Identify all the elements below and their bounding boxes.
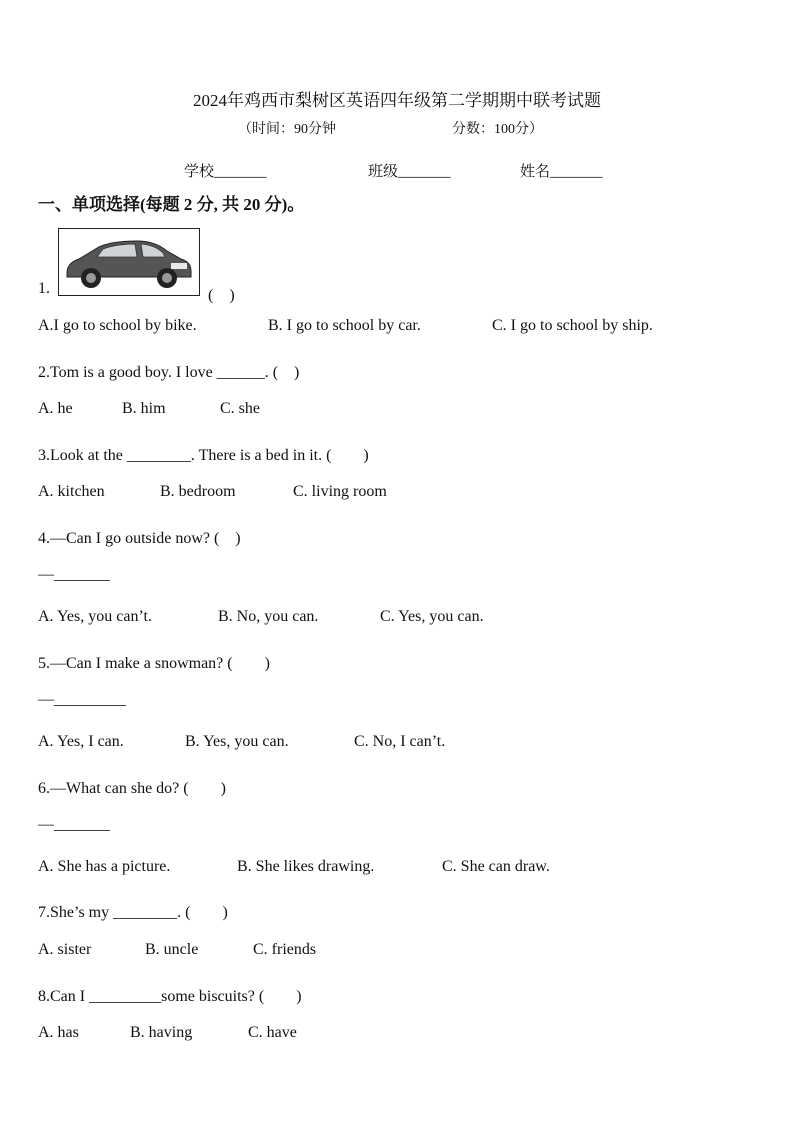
- option-b: B. uncle: [145, 941, 199, 958]
- question-stem: 3.Look at the ________. There is a bed in it. ( ): [38, 447, 369, 464]
- option-c: C. Yes, you can.: [380, 608, 484, 625]
- school-field: 学校_______: [184, 164, 267, 180]
- section-heading: 一、单项选择(每题 2 分, 共 20 分)。: [38, 195, 305, 214]
- option-a: A.I go to school by bike.: [38, 317, 197, 334]
- option-b: B. No, you can.: [218, 608, 319, 625]
- name-field: 姓名_______: [520, 164, 603, 180]
- option-b: B. bedroom: [160, 483, 236, 500]
- option-a: A. he: [38, 400, 73, 417]
- answer-blank: —_______: [38, 566, 110, 583]
- class-field: 班级_______: [368, 164, 451, 180]
- option-c: C. She can draw.: [442, 858, 550, 875]
- question-stem: 6.—What can she do? ( ): [38, 780, 226, 797]
- option-a: A. sister: [38, 941, 92, 958]
- option-c: C. have: [248, 1024, 297, 1041]
- option-b: B. him: [122, 400, 166, 417]
- option-b: B. She likes drawing.: [237, 858, 375, 875]
- option-a: A. kitchen: [38, 483, 105, 500]
- question-stem: 2.Tom is a good boy. I love ______. ( ): [38, 364, 300, 381]
- option-c: C. I go to school by ship.: [492, 317, 653, 334]
- option-b: B. having: [130, 1024, 193, 1041]
- answer-paren: ( ): [208, 287, 235, 304]
- option-a: A. She has a picture.: [38, 858, 171, 875]
- answer-blank: —_______: [38, 816, 110, 833]
- answer-blank: —_________: [38, 691, 126, 708]
- option-a: A. Yes, I can.: [38, 733, 124, 750]
- exam-score: 分数：100分）: [452, 122, 543, 137]
- question-number: 1.: [38, 280, 50, 297]
- option-b: B. Yes, you can.: [185, 733, 289, 750]
- option-c: C. living room: [293, 483, 387, 500]
- option-a: A. has: [38, 1024, 79, 1041]
- option-a: A. Yes, you can’t.: [38, 608, 152, 625]
- option-b: B. I go to school by car.: [268, 317, 421, 334]
- question-stem: 7.She’s my ________. ( ): [38, 904, 228, 921]
- question-stem: 4.—Can I go outside now? ( ): [38, 530, 241, 547]
- question-stem: 8.Can I _________some biscuits? ( ): [38, 988, 302, 1005]
- option-c: C. No, I can’t.: [354, 733, 446, 750]
- question-stem: 5.—Can I make a snowman? ( ): [38, 655, 270, 672]
- page-title: 2024年鸡西市梨树区英语四年级第二学期期中联考试题: [193, 91, 601, 110]
- exam-time: （时间：90分钟: [238, 122, 336, 137]
- option-c: C. she: [220, 400, 260, 417]
- option-c: C. friends: [253, 941, 317, 958]
- car-icon: [58, 228, 200, 296]
